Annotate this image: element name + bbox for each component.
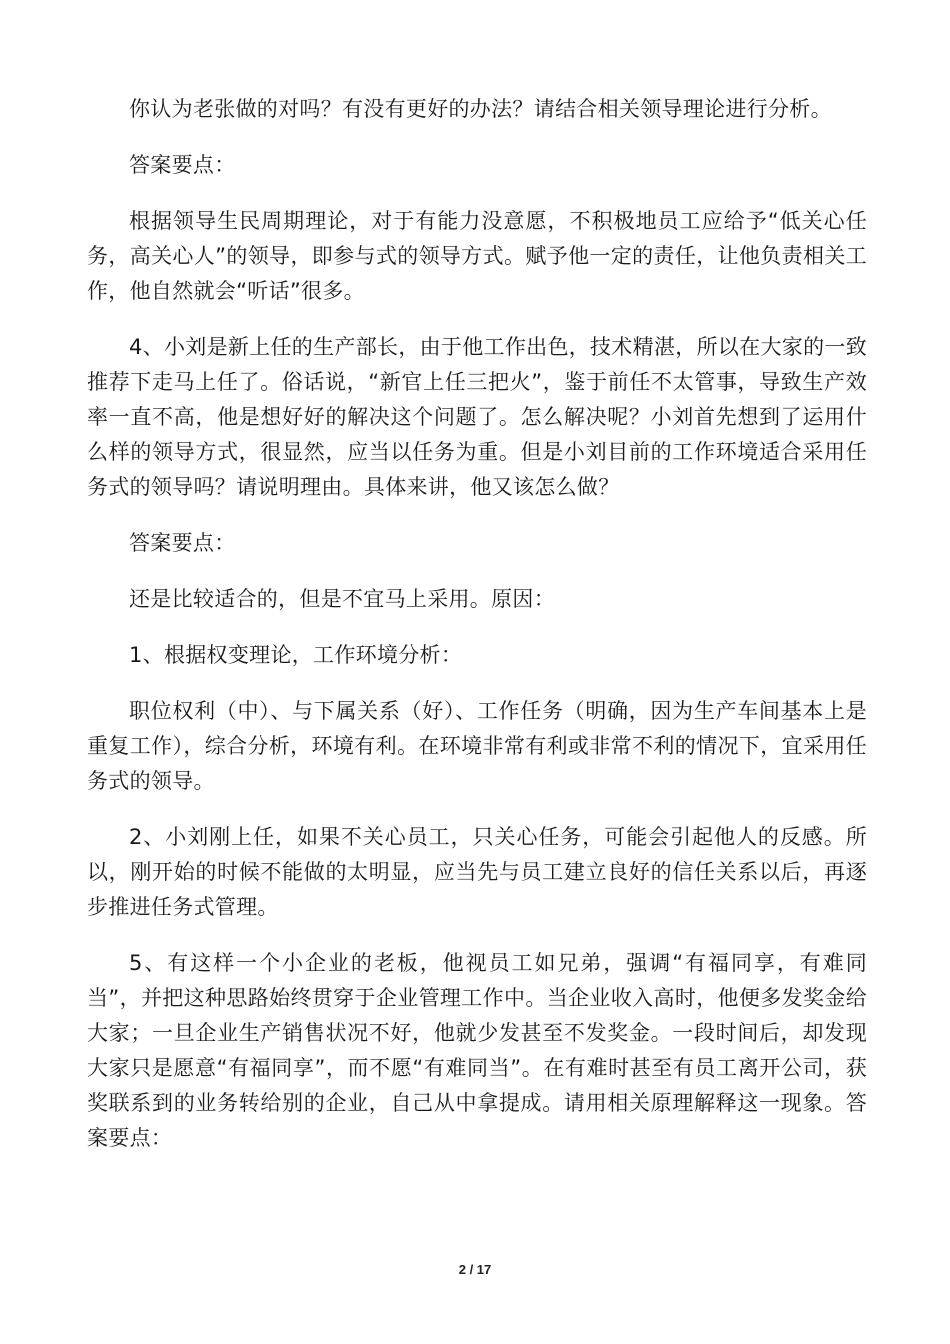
paragraph-case-5: 5、有这样一个小企业的老板，他视员工如兄弟，强调“有福同享，有难同当”，并把这种思路始终贯穿于企业管理工作中。当企业收入高时，他便多发奖金给大家；一旦企业生产销售状况不好，他就少发甚至不发奖金。一段时间后，却发现大家只是愿意“有福同享”，而不愿“有难同当”。在有难时甚至有员工离开公司，获奖联系到的业务转给别的企业，自己从中拿提成。请用相关原理解释这一现象。答案要点： bbox=[87, 951, 867, 1150]
paragraph-answer-heading-2: 答案要点： bbox=[129, 531, 236, 555]
paragraph-answer-2-intro: 还是比较适合的，但是不宜马上采用。原因： bbox=[129, 587, 555, 611]
paragraph-case-4: 4、小刘是新上任的生产部长，由于他工作出色，技术精湛，所以在大家的一致推荐下走马上任了。俗话说，“新官上任三把火”，鉴于前任不太管事，导致生产效率一直不高，他是想好好的解决这个问题了。怎么解决呢？小刘首先想到了运用什么样的领导方式，很显然，应当以任务为重。但是小刘目前的工作环境适合采用任务式的领导吗？请说明理由。具体来讲，他又该怎么做？ bbox=[87, 335, 867, 499]
paragraph-question: 你认为老张做的对吗？有没有更好的办法？请结合相关领导理论进行分析。 bbox=[129, 97, 832, 121]
document-body bbox=[87, 92, 867, 1156]
paragraph-point-1-body: 职位权利（中）、与下属关系（好）、工作任务（明确，因为生产车间基本上是重复工作），综合分析，环境有利。在环境非常有利或非常不利的情况下，宜采用任务式的领导。 bbox=[87, 699, 867, 793]
paragraph-point-2: 2、小刘刚上任，如果不关心员工，只关心任务，可能会引起他人的反感。所以，刚开始的时候不能做的太明显，应当先与员工建立良好的信任关系以后，再逐步推进任务式管理。 bbox=[87, 825, 867, 919]
page-number: 2 / 17 bbox=[458, 1262, 492, 1277]
paragraph-answer-1: 根据领导生民周期理论，对于有能力没意愿，不积极地员工应给予“低关心任务，高关心人”的领导，即参与式的领导方式。赋予他一定的责任，让他负责相关工作，他自然就会“听话”很多。 bbox=[87, 209, 867, 303]
paragraph-answer-heading-1: 答案要点： bbox=[129, 153, 236, 177]
paragraph-point-1-title: 1、根据权变理论，工作环境分析： bbox=[129, 643, 463, 667]
